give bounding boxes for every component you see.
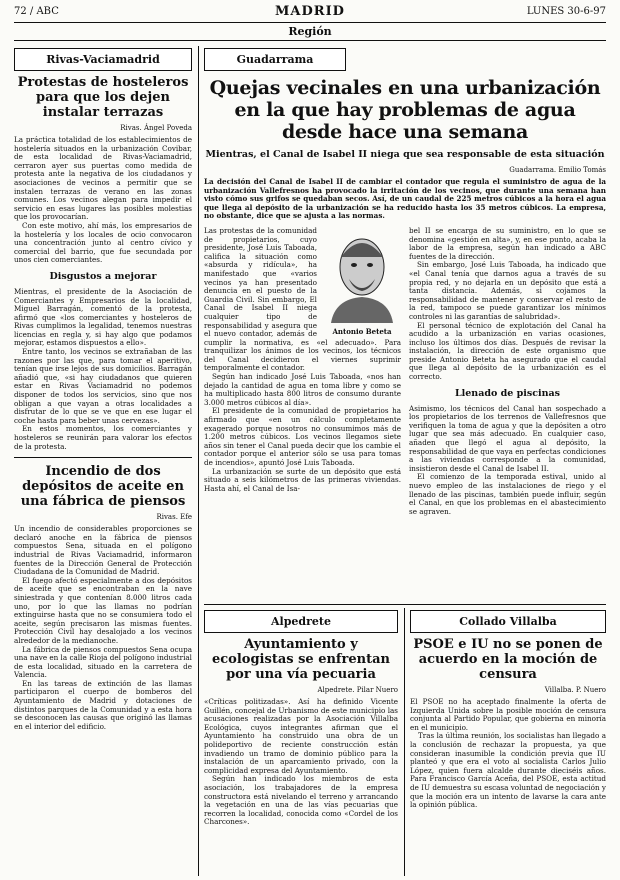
terrazas-paragraph: La práctica totalidad de los establecimientos de hostelería situados en la urbanización Covibar, de esta localidad de Rivas-Vaciamadrid, cerraron ayer sus puertas como medida de protesta ante la negativa de los ciudadanos y asociaciones de vecinos a permitir que se instalen terrazas de verano en las zonas comunes. Los vecinos alegan para impedir el servicio en esas lugares las posibles molestias que los provocarían. [14, 135, 192, 222]
collado-headline: PSOE e IU no se ponen de acuerdo en la moción de censura [413, 637, 603, 682]
guadarrama-paragraph: Sin embargo, José Luis Taboada, ha indicado que «el Canal tenía que darnos agua a través de su propia red, y no dejarla en un depósito que está a tanta distancia. Además, si cojamos la responsabilidad de mantener y conservar el resto de la red, tampoco se puede garantizar los mínimos controles ni las garantías de salubridad». [409, 260, 606, 321]
guadarrama-col-b [409, 227, 606, 516]
terrazas-byline: Rivas. Ángel Poveda [120, 124, 192, 132]
terrazas-paragraph: Con este motivo, ahí más, los empresarios de la hostelería y los locales de ocio convocaron una concentración junto al centro cívico y comercial del barrio, que fue secundada por unos cien comerciantes. [14, 220, 192, 265]
guadarrama-article [204, 48, 606, 600]
alpedrete-paragraph: Según han indicado los miembros de esta asociación, los trabajadores de la empresa constructora está nivelando el terreno y arrancando la vegetación en una de las vías pecuarias que recorren la localidad, conocida como «Cordel de los Charcones». [204, 774, 398, 827]
alpedrete-article [204, 610, 398, 876]
guadarrama-paragraph: La urbanización se surte de un depósito que está situado a seis kilómetros de las primeras viviendas. Hasta ahí, el Canal de Isa- [204, 466, 401, 493]
guadarrama-lead: La decisión del Canal de Isabel II de cambiar el contador que regula el suministro de agua de la urbanización Vallefresnos ha provocado la irritación de los vecinos, que durante una semana han visto cómo sus grifos se quedaban secos. Así, de un caudal de 225 metros cúbicos a la hora el agua que llega al depósito de la urbanización se ha reducido hasta los 35 metros cúbicos. La empresa, no obstante, dice que se ajusta a las normas. [204, 177, 606, 221]
region-rule [14, 40, 606, 41]
page-header [14, 6, 606, 20]
alpedrete-headline: Ayuntamiento y ecologistas se enfrentan por una vía pecuaria [212, 637, 390, 682]
guadarrama-paragraph: bel II se encarga de su suministro, en lo que se denomina «gestión en alta», y, en ese punto, acaba la labor de la empresa, según han indicado a ABC fuentes de la dirección. [409, 225, 606, 261]
terrazas-paragraph: Mientras, el presidente de la Asociación de Comerciantes y Empresarios de la localidad, Miguel Barragán, comentó de la protesta, afirmó que «los comerciantes y hosteleros de Rivas cumplimos la legalidad, tenemos nuestras licencias en regla y, si hay algo que podamos mejorar, estamos dispuestos a ello». [14, 286, 192, 348]
alpedrete-byline: Alpedrete. Pilar Nuero [317, 686, 398, 694]
guadarrama-byline: Guadarrama. Emilio Tomás [509, 166, 606, 174]
terrazas-headline: Protestas de hosteleros para que los dejen instalar terrazas [17, 75, 189, 120]
region-label: Región [288, 25, 332, 38]
photo-caption: Antonio Beteta [332, 326, 392, 336]
guadarrama-subhead: Llenado de piscinas [454, 387, 561, 399]
guadarrama-paragraph: El personal técnico de explotación del Canal ha acudido a la urbanización en varias ocasiones, incluso los últimos dos días. Después de revisar la instalación, la dirección de este organismo que preside Antonio Beteta ha asegurado que el caudal que llega al depósito de la urbanización es el correcto. [409, 320, 606, 382]
collado-article [410, 610, 606, 876]
alpedrete-box-title: Alpedrete [204, 610, 398, 633]
column-rivas [14, 48, 192, 878]
guadarrama-box-title: Guadarrama [204, 48, 346, 71]
rivas-box-title: Rivas-Vaciamadrid [14, 48, 192, 71]
section-title: MADRID [275, 4, 345, 19]
alpedrete-paragraph: «Críticas politizadas». Así ha definido Vicente Guillén, concejal de Urbanismo de este municipio las acusaciones realizadas por la Asociación Villalba Ecológica, cuyos integrantes afirman que el Ayuntamiento ha construido una obra de un polideportivo de reciente construcción están invadiendo un tramo de dominio público para la instalación de un aparcamiento privado, con la complicidad expresa del Ayuntamiento. [204, 697, 398, 775]
guadarrama-deck: Mientras, el Canal de Isabel II niega que sea responsable de esta situación [205, 149, 605, 160]
collado-box-title: Collado Villalba [410, 610, 606, 633]
collado-byline: Villalba. P. Nuero [544, 686, 606, 694]
issue-date: LUNES 30-6-97 [526, 6, 606, 17]
guadarrama-paragraph: El presidente de la comunidad de propietarios ha afirmado que «en un cálculo completamente exagerado porque nosotros no consumimos más de 1.200 metros cúbicos. Los vecinos llegamos siete años sin tener el Canal pueda decir que los cambie el contador porque el anterior sólo se usa para tomas de incendios», apuntó José Luis Taboada. [204, 406, 401, 467]
header-rule [14, 22, 606, 23]
portrait-illustration [323, 227, 401, 323]
incendio-byline: Rivas. Efe [156, 513, 192, 522]
collado-paragraph: Tras la última reunión, los socialistas han llegado a la conclusión de rechazar la propuesta, ya que consideran inasumible la condición previa que IU planteó y que era el voto al socialista Carlos Julio López, quien fuera alcalde durante dieciséis años. Para Francisco García Aceña, del PSOE, esta actitud de IU demuestra su escasa voluntad de negociación y que la moción era un intento de lavarse la cara ante la opinión pública. [410, 731, 606, 810]
incendio-paragraph: En las tareas de extinción de las llamas participaron el cuerpo de bomberos del Ayuntamiento de Madrid y dotaciones de distintos parques de la Comunidad y a esta hora se desconocen las causas que originó las llamas en el interior del edificio. [14, 678, 192, 731]
terrazas-paragraph: En estos momentos, los comerciantes y hosteleros se reunirán para valorar los efectos de la protesta. [14, 424, 192, 451]
incendio-paragraph: El fuego afectó especialmente a dos depósitos de aceite que se encontraban en la nave siniestrada y que contenían 8.000 litros cada uno, por lo que las llamas no podrían extinguirse hasta que no se consumiera todo el aceite, según precisaron las mismas fuentes. Protección Civil hay desalojado a los vecinos alrededor de la medianoche. [14, 575, 192, 645]
guadarrama-paragraph: Las protestas de la comunidad de propietarios, cuyo presidente, José Luis Taboada, califica la situación como «absurda y ridícula», ha manifestado que «varios vecinos ya han presentado denuncia en el puesto de la Guardia Civil. Sin embargo, El Canal de Isabel II niega cualquier tipo de responsabilidad y asegura que el nuevo contador, además de cumplir la normativa, es «el adecuado». Para tranquilizar los ánimos de los vecinos, los técnicos del Canal decidieron el viernes suprimir temporalmente el contador. [204, 225, 401, 373]
column-divider-right [404, 608, 405, 876]
incendio-headline: Incendio de dos depósitos de aceite en una fábrica de piensos [20, 464, 186, 510]
page-number: 72 / ABC [14, 6, 59, 17]
article-divider [14, 457, 192, 458]
guadarrama-paragraph: Según han indicado José Luis Taboada, «nos han dejado la cantidad de agua en toma libre y como se ha multiplicado hasta 800 litros de consumo durante 3.000 metros cúbicos al día». [204, 372, 401, 407]
portrait-photo [323, 227, 401, 336]
guadarrama-headline: Quejas vecinales en una urbanización en la que hay problemas de agua desde hace una semana [209, 77, 601, 143]
guadarrama-col-a [204, 227, 401, 516]
incendio-paragraph: La fábrica de piensos compuestos Sena ocupa una nave en la calle Rioja del polígono industrial de esta localidad, situado en la carretera de Valencia. [14, 644, 192, 680]
column-divider-left [198, 46, 199, 876]
lower-rule [204, 604, 606, 605]
terrazas-subhead: Disgustos a mejorar [49, 270, 157, 282]
terrazas-paragraph: Entre tanto, los vecinos se extrañaban de las razones por las que, para tomar el aperitivo, tenían que irse lejos de sus domicilios. Barragán añadió que, «si hay ciudadanos que quieren estar en Rivas Vaciamadrid no podemos disponer de todos los servicios, sino que nos obligan a que vayan a otras localidades a disfrutar de lo que se ve que en ese lugar el coche hasta para beber unas cervezas». [14, 347, 192, 425]
incendio-paragraph: Un incendio de considerables proporciones se declaró anoche en la fábrica de piensos compuestos Sena, situada en el polígono industrial de Rivas Vaciamadrid, informaron fuentes de la Dirección General de Protección Ciudadana de la Comunidad de Madrid. [14, 524, 192, 577]
guadarrama-paragraph: Asimismo, los técnicos del Canal han sospechado a los propietarios de los terrenos de Vallefresnos que verifiquen la toma de agua y que la depósiten a otro lugar que sea más adecuado. En cualquier caso, añaden que llegó el agua al depósito, la responsabilidad de que vaya en perfectas condiciones a las viviendas corresponde a la comunidad, insistieron desde el Canal de Isabel II. [409, 403, 606, 473]
guadarrama-paragraph: El comienzo de la temporada estival, unido al nuevo empleo de las instalaciones de riego y el llenado de las piscinas, también puede influir, según el Canal, en que los problemas en el abastecimiento se agraven. [409, 472, 606, 516]
collado-paragraph: El PSOE no ha aceptado finalmente la oferta de Izquierda Unida sobre la posible moción de censura conjunta al Partido Popular, que gobierna en minoría en el municipio. [410, 697, 606, 732]
